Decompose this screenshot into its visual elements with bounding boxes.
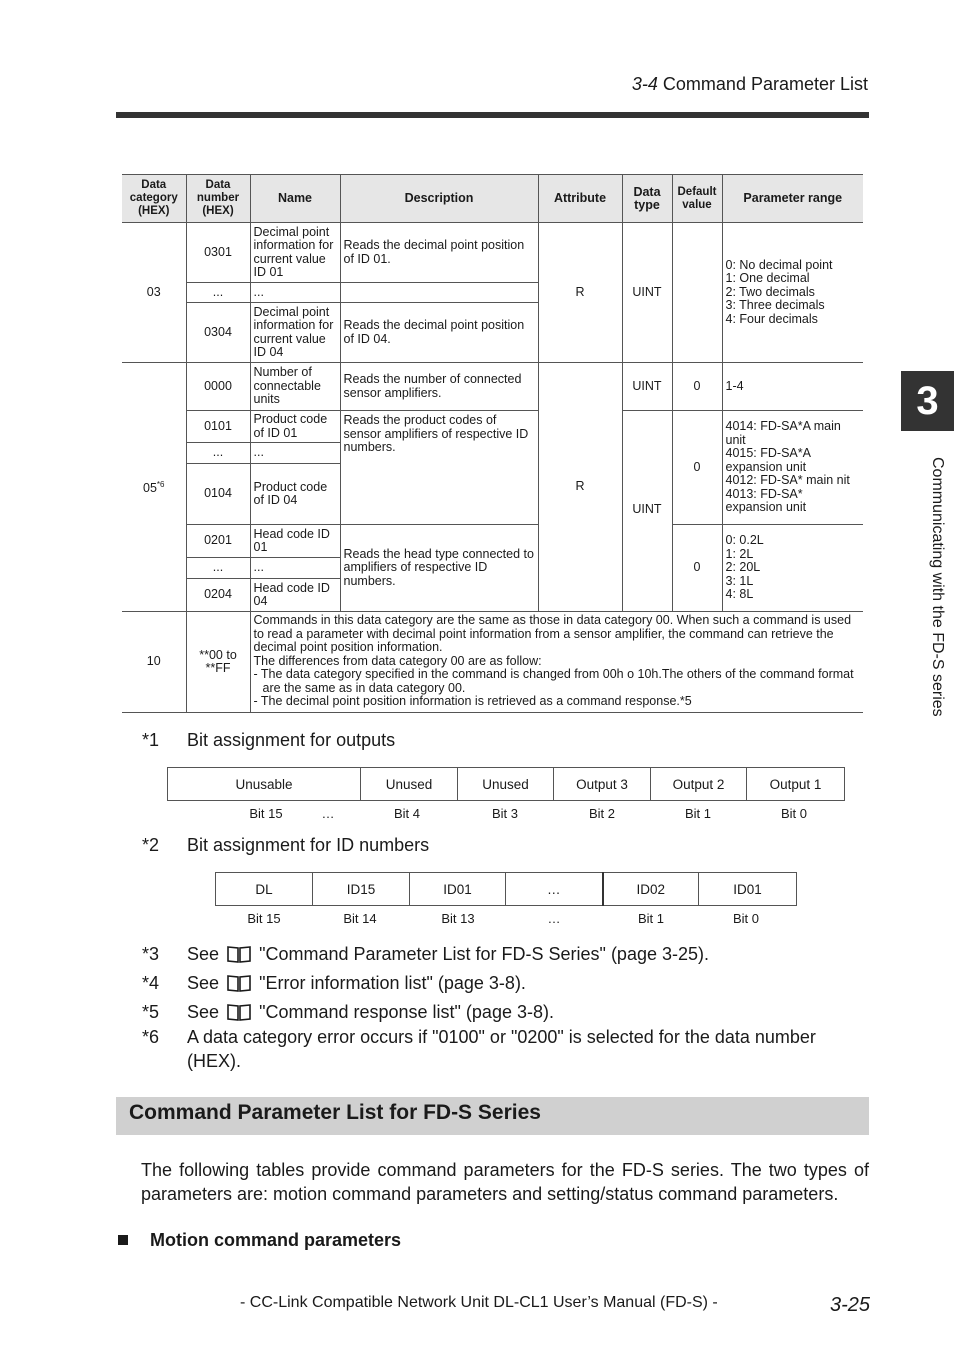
cell-category: 10 xyxy=(122,612,186,713)
bit-cell: Unused xyxy=(458,768,554,801)
cell-category: 03 xyxy=(122,223,186,363)
header-section-title: Command Parameter List xyxy=(662,74,868,94)
note-reference-link[interactable]: "Command response list" (page 3-8). xyxy=(259,1002,554,1022)
note-see: See xyxy=(187,1002,220,1022)
cell-name: Decimal point information for current value ID 04 xyxy=(250,303,340,363)
category-note-ref: *6 xyxy=(156,480,165,490)
cell-number: 0304 xyxy=(186,303,250,363)
note-see: See xyxy=(187,973,220,993)
cell-default-value: 0 xyxy=(672,411,722,525)
book-icon xyxy=(226,1003,252,1021)
category-10-text-2: The differences from data category 00 are as follow: xyxy=(253,653,542,668)
cell-parameter-range: 1-4 xyxy=(722,363,863,411)
bit-cell: Unusable xyxy=(168,768,361,801)
bit-label: Bit 1 xyxy=(637,911,664,926)
note-mark: *6 xyxy=(142,1027,160,1047)
bit-label: Bit 0 xyxy=(780,806,807,821)
chapter-side-text: Communicating with the FD-S series xyxy=(929,457,946,717)
cell-name: Head code ID 01 xyxy=(250,525,340,558)
note-reference-link[interactable]: "Command Parameter List for FD-S Series" (page 3-25). xyxy=(259,944,710,964)
cell-number: ... xyxy=(186,443,250,464)
bit-label: Bit 2 xyxy=(588,806,615,821)
category-10-text-1: Commands in this data category are the same as those in data category 00. When such a command is used to read a parameter with decimal point information from a sensor amplifier, the command can retrieve the decimal point position information. xyxy=(253,613,852,654)
note-mark: *1 xyxy=(142,730,160,750)
bit-label: Bit 15 xyxy=(249,806,283,821)
bit-label: Bit 13 xyxy=(441,911,475,926)
table-row xyxy=(122,612,863,713)
cell-name: Product code of ID 01 xyxy=(250,411,340,443)
table-row xyxy=(122,525,863,558)
note-text: Bit assignment for outputs xyxy=(187,730,396,750)
cell-number: 0204 xyxy=(186,579,250,612)
cell-name: ... xyxy=(250,283,340,303)
cell-name: Number of connectable units xyxy=(250,363,340,411)
table-row xyxy=(122,363,863,411)
cell-number: 0000 xyxy=(186,363,250,411)
bit-cell: ID02 xyxy=(603,873,699,906)
cell-number: ... xyxy=(186,283,250,303)
cell-default-value: 0 xyxy=(672,525,722,612)
cell-name: Product code of ID 04 xyxy=(250,464,340,525)
cell-description: Reads the number of connected sensor amplifiers. xyxy=(340,363,538,411)
cell-attribute: R xyxy=(538,223,622,363)
cell-data-type: UINT xyxy=(622,223,672,363)
bit-cell: Output 2 xyxy=(651,768,747,801)
section-title: Command Parameter List for FD-S Series xyxy=(129,1101,541,1124)
cell-category xyxy=(122,363,186,612)
bit-label: Bit 4 xyxy=(393,806,420,821)
bit-label: Bit 0 xyxy=(732,911,759,926)
chapter-tab: 3 xyxy=(901,371,954,431)
category-value: 05 xyxy=(143,481,157,496)
category-10-text-4: - The decimal point position information is retrieved as a command response.*5 xyxy=(253,694,692,708)
cell-number: 0201 xyxy=(186,525,250,558)
id-bit-table xyxy=(215,872,797,906)
table-row xyxy=(122,411,863,443)
footer-manual-title: - CC-Link Compatible Network Unit DL-CL1 User’s Manual (FD-S) - xyxy=(240,1294,718,1311)
header-data-number: Data number (HEX) xyxy=(186,175,250,223)
note-mark: *2 xyxy=(142,835,160,855)
note-text: Bit assignment for ID numbers xyxy=(187,835,430,855)
cell-parameter-range: 0: 0.2L 1: 2L 2: 20L 3: 1L 4: 8L xyxy=(722,525,863,612)
note-reference-link[interactable]: "Error information list" (page 3-8). xyxy=(259,973,526,993)
bit-cell: Output 1 xyxy=(747,768,845,801)
cell-category-10-description xyxy=(250,612,863,713)
bit-label: … xyxy=(547,911,561,926)
bit-cell: Unused xyxy=(361,768,458,801)
book-icon xyxy=(226,974,252,992)
cell-default-value xyxy=(672,223,722,363)
bit-label: Bit 1 xyxy=(684,806,711,821)
section-intro: The following tables provide command parameters for the FD-S series. The two types of parameters are: motion command parameters and setting/status command parameters. xyxy=(141,1160,869,1204)
cell-default-value: 0 xyxy=(672,363,722,411)
bit-cell: Output 3 xyxy=(554,768,651,801)
bit-label: Bit 15 xyxy=(247,911,281,926)
note-mark: *5 xyxy=(142,1002,160,1022)
note-see: See xyxy=(187,944,220,964)
cell-number: ... xyxy=(186,558,250,579)
table-row xyxy=(122,223,863,283)
subheading-text: Motion command parameters xyxy=(150,1230,402,1250)
bit-cell: ID01 xyxy=(699,873,797,906)
cell-description: Reads the decimal point position of ID 01. xyxy=(340,223,538,283)
bit-cell: DL xyxy=(216,873,313,906)
note-6-continuation: (HEX). xyxy=(187,1051,241,1071)
category-10-text-3: - The data category specified in the command is changed from 00h o 10h.The others of the command format are the same as in data category 00. xyxy=(253,667,854,695)
header-description: Description xyxy=(340,175,538,223)
cell-name: ... xyxy=(250,443,340,464)
note-text: A data category error occurs if "0100" or "0200" is selected for the data number xyxy=(187,1027,816,1047)
cell-attribute: R xyxy=(538,363,622,612)
cell-name: ... xyxy=(250,558,340,579)
note-mark: *4 xyxy=(142,973,160,993)
cell-number: **00 to **FF xyxy=(186,612,250,713)
cell-number: 0104 xyxy=(186,464,250,525)
bit-label: Bit 3 xyxy=(491,806,518,821)
header-data-type: Data type xyxy=(622,175,672,223)
output-bit-table xyxy=(167,767,845,801)
bit-cell: ID15 xyxy=(313,873,410,906)
header-rule xyxy=(116,112,869,118)
page-header-title xyxy=(632,74,868,95)
cell-parameter-range: 0: No decimal point 1: One decimal 2: Two decimals 3: Three decimals 4: Four decimals xyxy=(722,223,863,363)
cell-description: Reads the head type connected to amplifiers of respective ID numbers. xyxy=(340,525,538,612)
cell-parameter-range: 4014: FD-SA*A main unit 4015: FD-SA*A expansion unit 4012: FD-SA* main nit 4013: FD-SA* expansion unit xyxy=(722,411,863,525)
subheading xyxy=(118,1230,401,1251)
header-section-number: 3-4 xyxy=(631,74,658,94)
command-parameter-table xyxy=(122,174,863,713)
cell-name: Decimal point information for current value ID 01 xyxy=(250,223,340,283)
note-mark: *3 xyxy=(142,944,160,964)
cell-data-type: UINT xyxy=(622,411,672,612)
bit-cell: ID01 xyxy=(410,873,506,906)
bit-label: … xyxy=(321,806,335,821)
page-number: 3-25 xyxy=(829,1294,870,1316)
cell-description: Reads the decimal point position of ID 04. xyxy=(340,303,538,363)
table-header-row xyxy=(122,175,863,223)
bit-cell: … xyxy=(506,873,603,906)
cell-data-type: UINT xyxy=(622,363,672,411)
header-data-category: Data category (HEX) xyxy=(122,175,186,223)
header-parameter-range: Parameter range xyxy=(722,175,863,223)
bit-label: Bit 14 xyxy=(343,911,377,926)
cell-number: 0301 xyxy=(186,223,250,283)
header-attribute: Attribute xyxy=(538,175,622,223)
header-name: Name xyxy=(250,175,340,223)
cell-description: Reads the product codes of sensor amplifiers of respective ID numbers. xyxy=(340,411,538,525)
cell-name: Head code ID 04 xyxy=(250,579,340,612)
cell-description xyxy=(340,283,538,303)
cell-number: 0101 xyxy=(186,411,250,443)
header-default-value: Default value xyxy=(672,175,722,223)
square-bullet-icon xyxy=(118,1235,128,1245)
book-icon xyxy=(226,945,252,963)
